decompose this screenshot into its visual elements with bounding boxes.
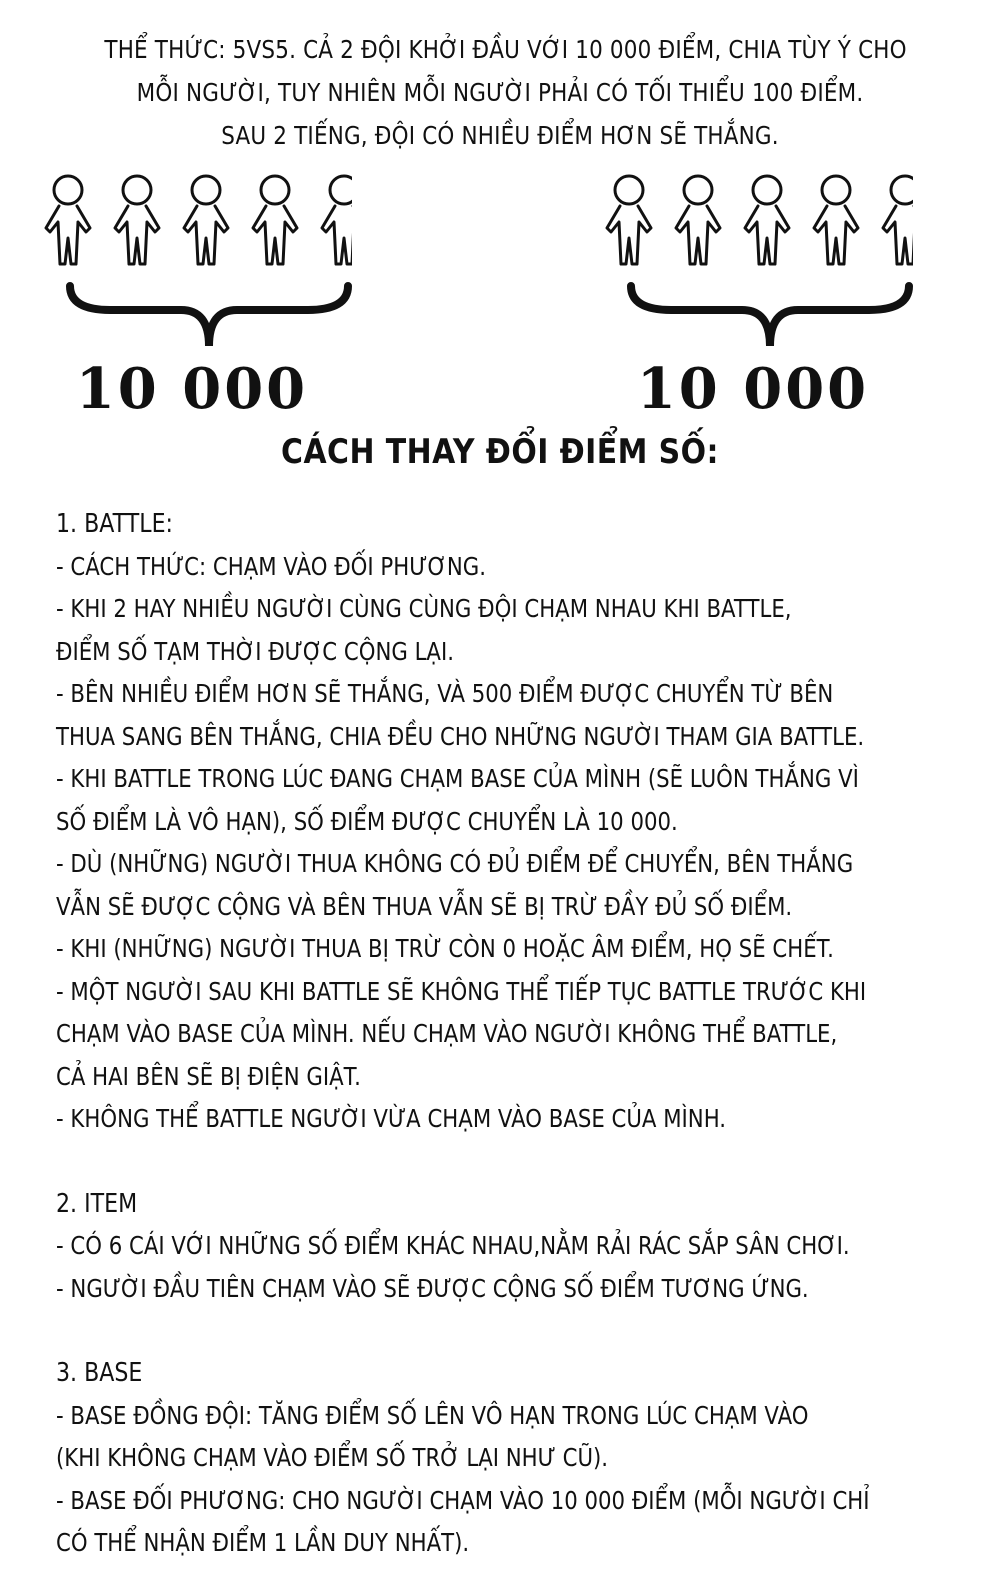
team-member-figure [115,176,159,264]
section-title: 1. BATTLE: [56,509,174,539]
team-right-figures [593,168,913,358]
team-left-score: 10 000 [75,356,309,422]
rule-line: - KHÔNG THỂ BATTLE NGƯỜI VỪA CHẠM VÀO BASE CỦA MÌNH. [56,1104,727,1133]
rule-line: (KHI KHÔNG CHẠM VÀO ĐIỂM SỐ TRỞ LẠI NHƯ CŨ). [56,1443,609,1472]
rule-line: - MỘT NGƯỜI SAU KHI BATTLE SẼ KHÔNG THỂ TIẾP TỤC BATTLE TRƯỚC KHI [56,976,867,1006]
intro-text [104,28,907,157]
rule-line: - CÁCH THỨC: CHẠM VÀO ĐỐI PHƯƠNG. [56,551,486,581]
rule-line: - NGƯỜI ĐẦU TIÊN CHẠM VÀO SẼ ĐƯỢC CỘNG SỐ ĐIỂM TƯƠNG ỨNG. [56,1273,809,1303]
section-base [56,1352,906,1565]
section-battle [56,503,906,1141]
rule-line: - KHI (NHỮNG) NGƯỜI THUA BỊ TRỪ CÒN 0 HOẶC ÂM ĐIỂM, HỌ SẼ CHẾT. [56,934,834,963]
team-member-figure [883,176,913,264]
rule-line: - KHI 2 HAY NHIỀU NGƯỜI CÙNG CÙNG ĐỘI CHẠM NHAU KHI BATTLE, [56,594,792,623]
team-member-figure [322,176,352,264]
intro-line: SAU 2 TIẾNG, ĐỘI CÓ NHIỀU ĐIỂM HƠN SẼ THẮNG. [221,121,779,150]
team-right [593,168,913,422]
team-left [32,168,352,422]
rule-line: - BASE ĐỐI PHƯƠNG: CHO NGƯỜI CHẠM VÀO 10 000 ĐIỂM (MỖI NGƯỜI CHỈ [56,1485,870,1515]
team-member-figure [607,176,651,264]
rule-line: CÓ THỂ NHẬN ĐIỂM 1 LẦN DUY NHẤT). [56,1528,470,1557]
rule-line: - KHI BATTLE TRONG LÚC ĐANG CHẠM BASE CỦA MÌNH (SẼ LUÔN THẮNG VÌ [56,764,859,793]
team-member-figure [184,176,228,264]
rule-line: CẢ HAI BÊN SẼ BỊ ĐIỆN GIẬT. [56,1061,361,1091]
rule-line: SỐ ĐIỂM LÀ VÔ HẠN), SỐ ĐIỂM ĐƯỢC CHUYỂN LÀ 10 000. [56,806,678,836]
section-item [56,1183,906,1311]
section-heading: CÁCH THAY ĐỔI ĐIỂM SỐ: [281,432,719,472]
team-member-figure [46,176,90,264]
rules-list [56,503,906,1565]
intro-line: THỂ THỨC: 5VS5. CẢ 2 ĐỘI KHỞI ĐẦU VỚI 10 000 ĐIỂM, CHIA TÙY Ý CHO [104,35,907,64]
team-member-figure [814,176,858,264]
team-member-figure [253,176,297,264]
team-member-figure [676,176,720,264]
section-title: 3. BASE [56,1358,143,1388]
team-brace [70,286,348,346]
rule-line: - BÊN NHIỀU ĐIỂM HƠN SẼ THẮNG, VÀ 500 ĐIỂM ĐƯỢC CHUYỂN TỪ BÊN [56,679,834,708]
rule-line: - DÙ (NHỮNG) NGƯỜI THUA KHÔNG CÓ ĐỦ ĐIỂM ĐỂ CHUYỂN, BÊN THẮNG [56,849,854,878]
team-member-figure [745,176,789,264]
intro-line: MỖI NGƯỜI, TUY NHIÊN MỖI NGƯỜI PHẢI CÓ TỐI THIỂU 100 ĐIỂM. [136,78,864,107]
rule-line: - CÓ 6 CÁI VỚI NHỮNG SỐ ĐIỂM KHÁC NHAU,NẰM RẢI RÁC SẮP SÂN CHƠI. [56,1231,850,1260]
rule-line: CHẠM VÀO BASE CỦA MÌNH. NẾU CHẠM VÀO NGƯỜI KHÔNG THỂ BATTLE, [56,1019,838,1048]
team-right-score: 10 000 [636,356,870,422]
rule-line: ĐIỂM SỐ TẠM THỜI ĐƯỢC CỘNG LẠI. [56,636,454,666]
rule-line: THUA SANG BÊN THẮNG, CHIA ĐỀU CHO NHỮNG NGƯỜI THAM GIA BATTLE. [56,721,865,751]
team-brace [631,286,909,346]
section-title: 2. ITEM [56,1188,138,1219]
rule-line: - BASE ĐỒNG ĐỘI: TĂNG ĐIỂM SỐ LÊN VÔ HẠN TRONG LÚC CHẠM VÀO [56,1400,809,1430]
teams-diagram [0,168,1000,428]
team-left-figures [32,168,352,358]
rule-line: VẪN SẼ ĐƯỢC CỘNG VÀ BÊN THUA VẪN SẼ BỊ TRỪ ĐẦY ĐỦ SỐ ĐIỂM. [56,891,793,921]
